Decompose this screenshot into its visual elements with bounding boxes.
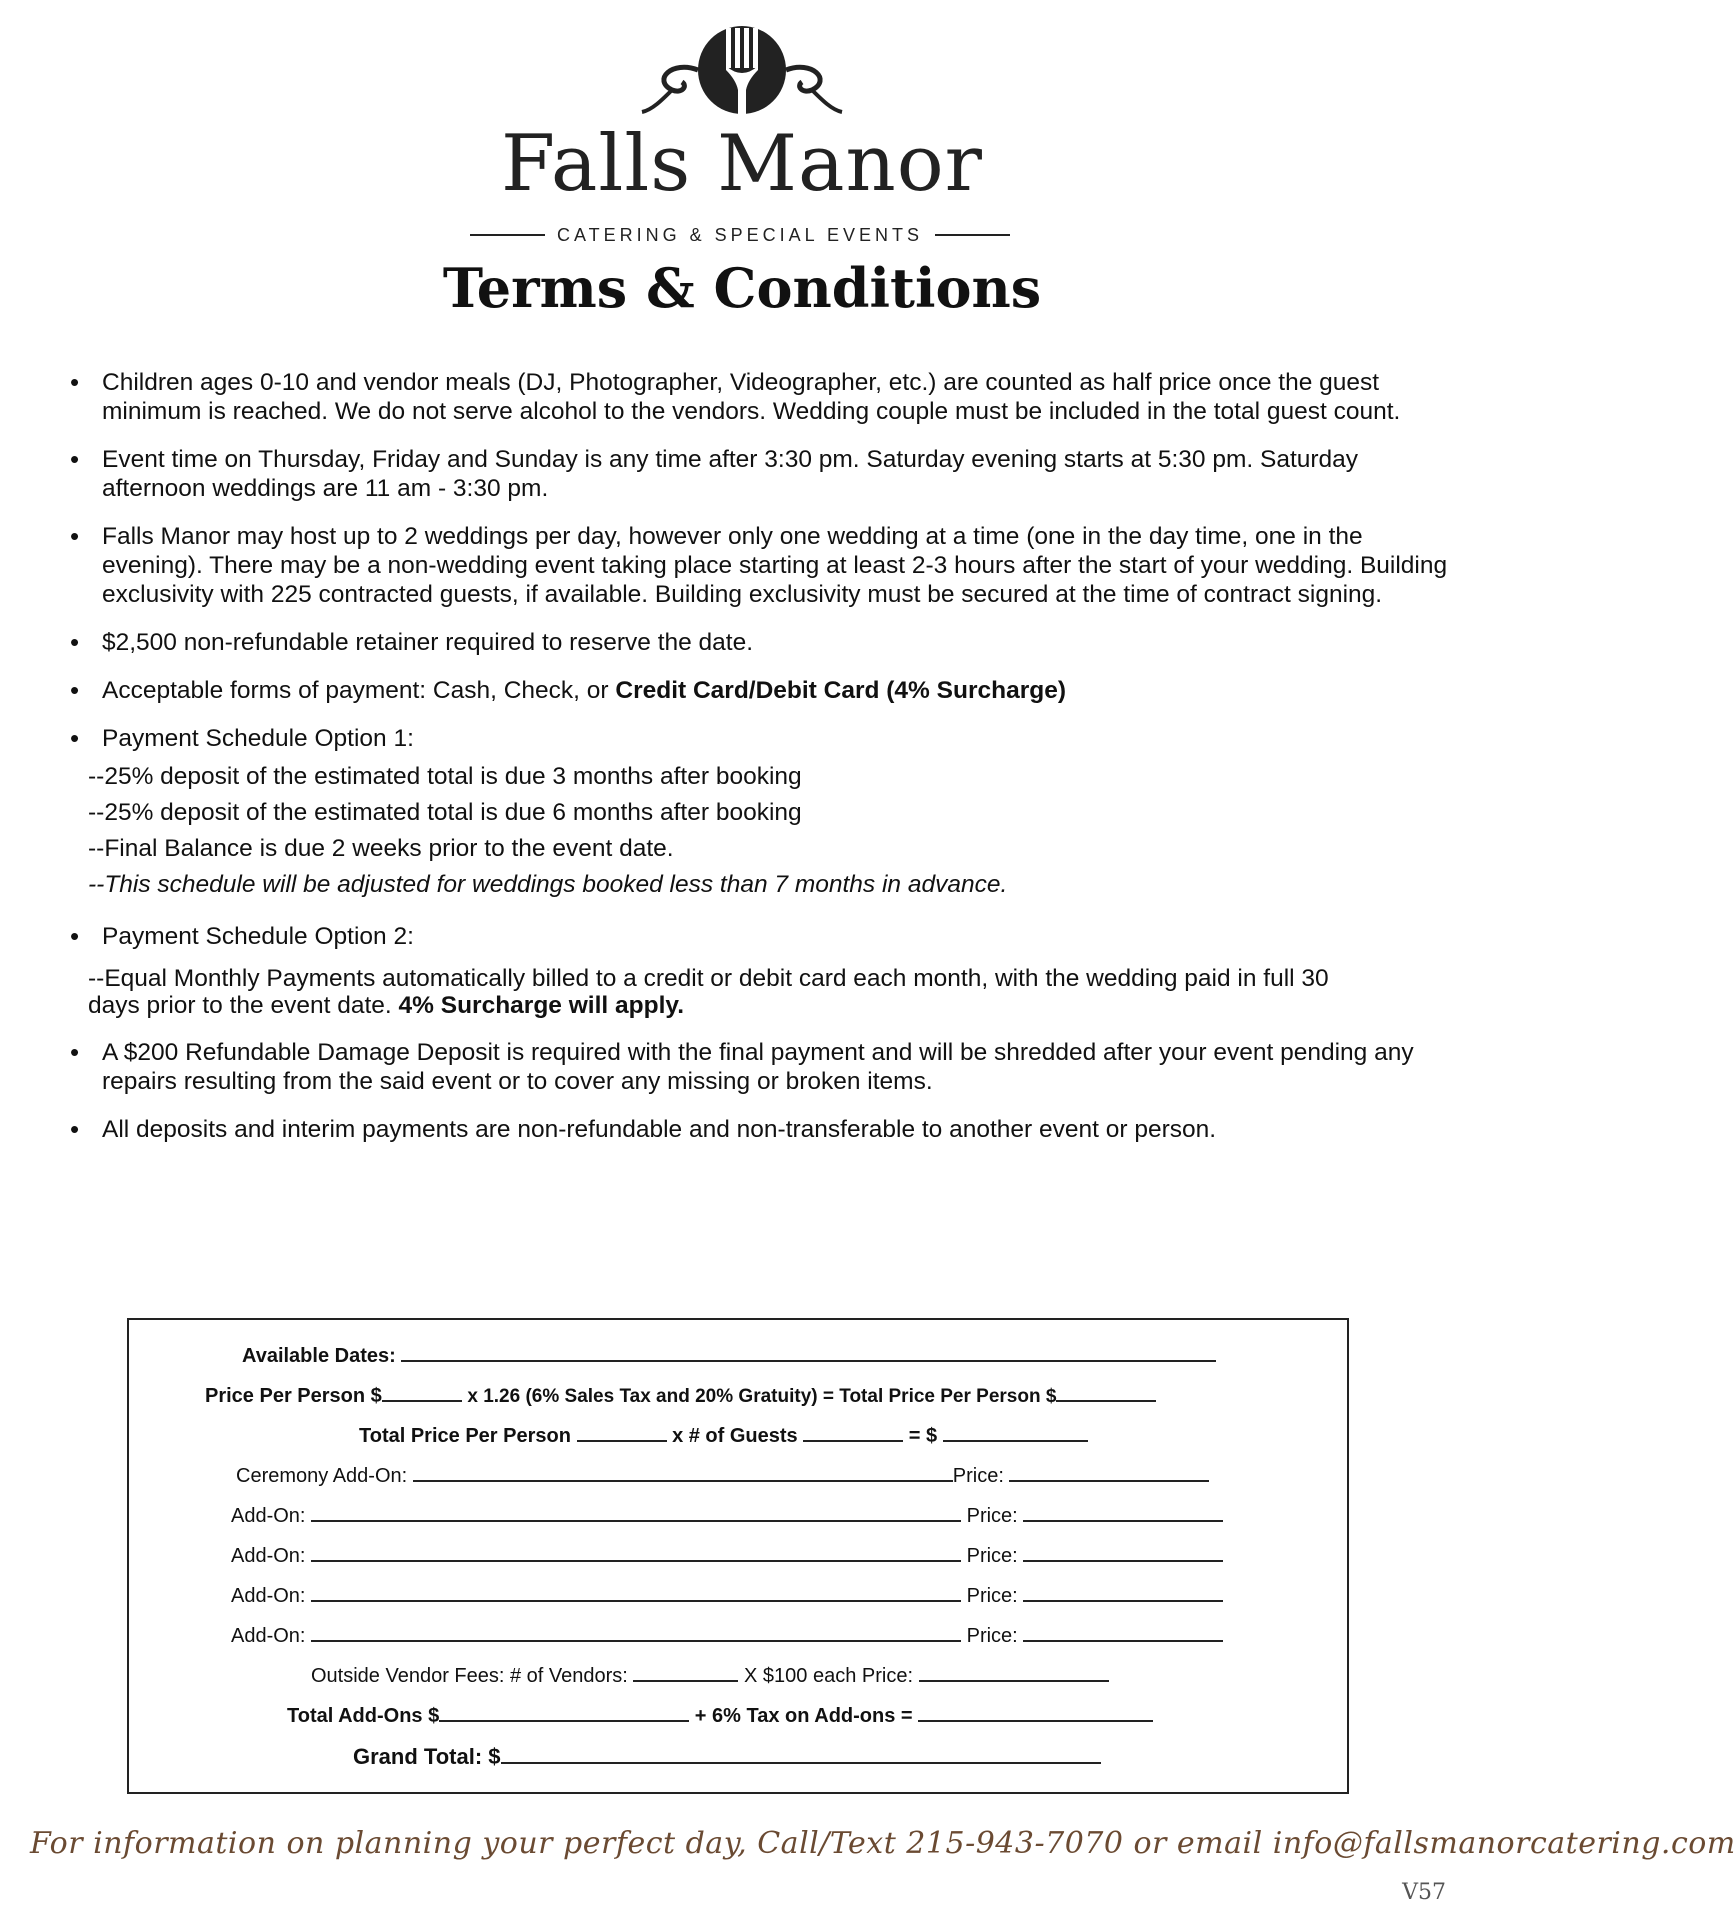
term-text: Acceptable forms of payment: Cash, Check, or <box>102 677 616 704</box>
price-label: Price: <box>966 1545 1018 1567</box>
addon-field[interactable] <box>311 1622 961 1642</box>
term-text: Falls Manor may host up to 2 weddings per day, however only one wedding at a time (one in the day time, one in the evening). There may be a non-wedding event taking place starting at least 2-3 hours after the start of your wedding. Building exclusivity with 225 contracted guests, if available. Building exclusivity must be secured at the time of contract signing. <box>102 523 1448 608</box>
term-text: A $200 Refundable Damage Deposit is required with the final payment and will be shredded after your event pending any repairs resulting from the said event or to cover any missing or broken items. <box>102 1039 1414 1095</box>
ceremony-addon-field[interactable] <box>413 1462 953 1482</box>
term-item <box>70 445 1450 503</box>
addon-label: Add-On: <box>231 1505 306 1527</box>
ceremony-price-field[interactable] <box>1009 1462 1209 1482</box>
tagline-rule-left <box>470 234 545 236</box>
grand-total-label: Grand Total: $ <box>353 1744 501 1769</box>
term-text: $2,500 non-refundable retainer required to reserve the date. <box>102 629 754 656</box>
total-guests-row <box>359 1422 1577 1448</box>
available-dates-row <box>242 1342 1460 1368</box>
option-line: --This schedule will be adjusted for weddings booked less than 7 months in advance. <box>88 871 1008 898</box>
term-item <box>70 1115 1450 1144</box>
term-item <box>70 628 1450 657</box>
addon-row <box>231 1542 1449 1568</box>
available-dates-field[interactable] <box>401 1342 1216 1362</box>
guests-total-field[interactable] <box>943 1422 1088 1442</box>
total-addons-field[interactable] <box>439 1702 689 1722</box>
ceremony-addon-label: Ceremony Add-On: <box>236 1465 408 1487</box>
payment-option-2-text <box>70 965 1378 1019</box>
tax-addons-label: + 6% Tax on Add-ons = <box>694 1705 913 1727</box>
term-text: All deposits and interim payments are non-refundable and non-transferable to another event or person. <box>102 1116 1217 1143</box>
addon-price-field[interactable] <box>1023 1582 1223 1602</box>
addon-price-field[interactable] <box>1023 1502 1223 1522</box>
ceremony-addon-row <box>236 1462 1454 1488</box>
guests-label: x # of Guests <box>672 1425 798 1447</box>
tagline <box>470 224 1010 246</box>
pricing-form <box>127 1318 1349 1794</box>
page-title: Terms & Conditions <box>442 256 1042 320</box>
grand-total-field[interactable] <box>501 1744 1101 1764</box>
vendor-count-field[interactable] <box>633 1662 738 1682</box>
addon-row <box>231 1622 1449 1648</box>
logo <box>0 20 1484 130</box>
brand-name: Falls Manor <box>501 119 983 209</box>
total-price-per-person-label: Total Price Per Person <box>359 1425 571 1447</box>
term-text: Event time on Thursday, Friday and Sunday is any time after 3:30 pm. Saturday evening starts at 5:30 pm. Saturday afternoon weddings are 11 am - 3:30 pm. <box>102 446 1359 502</box>
addon-price-field[interactable] <box>1023 1542 1223 1562</box>
term-item <box>70 1038 1450 1096</box>
term-text: Children ages 0-10 and vendor meals (DJ, Photographer, Videographer, etc.) are counted as half price once the guest minimum is reached. We do not serve alcohol to the vendors. Wedding couple must be included in the total guest count. <box>102 369 1401 425</box>
addon-field[interactable] <box>311 1582 961 1602</box>
term-item <box>70 522 1450 609</box>
term-item <box>70 922 1450 1019</box>
addon-label: Add-On: <box>231 1625 306 1647</box>
logo-emblem-icon <box>622 20 862 130</box>
version-label: V57 <box>1402 1880 1446 1905</box>
price-per-person-label: Price Per Person $ <box>205 1385 382 1407</box>
price-per-person-row <box>205 1382 1423 1408</box>
tagline-text: CATERING & SPECIAL EVENTS <box>556 224 924 245</box>
vendor-price-field[interactable] <box>919 1662 1109 1682</box>
terms-list <box>70 368 1450 1163</box>
addon-label: Add-On: <box>231 1545 306 1567</box>
total-per-person-field[interactable] <box>577 1422 667 1442</box>
addon-price-field[interactable] <box>1023 1622 1223 1642</box>
addon-row <box>231 1582 1449 1608</box>
vendor-fees-label: Outside Vendor Fees: # of Vendors: <box>311 1665 628 1687</box>
equals-label: = $ <box>908 1425 938 1447</box>
multiplier-label: x 1.26 (6% Sales Tax and 20% Gratuity) = Total Price Per Person $ <box>467 1386 1057 1407</box>
term-text: Payment Schedule Option 2: <box>102 923 414 950</box>
addon-field[interactable] <box>311 1542 961 1562</box>
vendor-fees-row <box>311 1662 1529 1688</box>
price-label: Price: <box>966 1505 1018 1527</box>
term-text: Payment Schedule Option 1: <box>102 725 414 752</box>
grand-total-row <box>353 1744 1571 1770</box>
total-addons-label: Total Add-Ons $ <box>287 1705 440 1727</box>
price-label: Price: <box>966 1585 1018 1607</box>
price-per-person-field[interactable] <box>382 1382 462 1402</box>
term-item <box>70 368 1450 426</box>
term-item <box>70 724 1450 903</box>
term-item <box>70 676 1450 705</box>
contact-footer: For information on planning your perfect day, Call/Text 215-943-7070 or email info@fallsmanorcatering.com <box>30 1826 1736 1861</box>
payment-option-1-lines <box>70 759 1450 903</box>
tagline-rule-right <box>935 234 1010 236</box>
price-label: Price: <box>966 1625 1018 1647</box>
price-label: Price: <box>952 1465 1004 1487</box>
addon-field[interactable] <box>311 1502 961 1522</box>
option-line: --25% deposit of the estimated total is due 6 months after booking <box>88 799 802 826</box>
guests-field[interactable] <box>803 1422 903 1442</box>
option-line: --Final Balance is due 2 weeks prior to the event date. <box>88 835 674 862</box>
addon-row <box>231 1502 1449 1528</box>
total-addons-row <box>287 1702 1505 1728</box>
addon-label: Add-On: <box>231 1585 306 1607</box>
total-price-per-person-field[interactable] <box>1056 1382 1156 1402</box>
option-line-bold: 4% Surcharge will apply. <box>398 992 685 1019</box>
available-dates-label: Available Dates: <box>242 1345 396 1367</box>
option-line: --Equal Monthly Payments automatically billed to a credit or debit card each month, with the wedding paid in full 30 days prior to the event date. <box>88 965 1329 1019</box>
vendor-price-label: X $100 each Price: <box>744 1665 913 1687</box>
term-text-bold: Credit Card/Debit Card (4% Surcharge) <box>615 677 1066 704</box>
option-line: --25% deposit of the estimated total is due 3 months after booking <box>88 763 802 790</box>
tax-addons-field[interactable] <box>918 1702 1153 1722</box>
